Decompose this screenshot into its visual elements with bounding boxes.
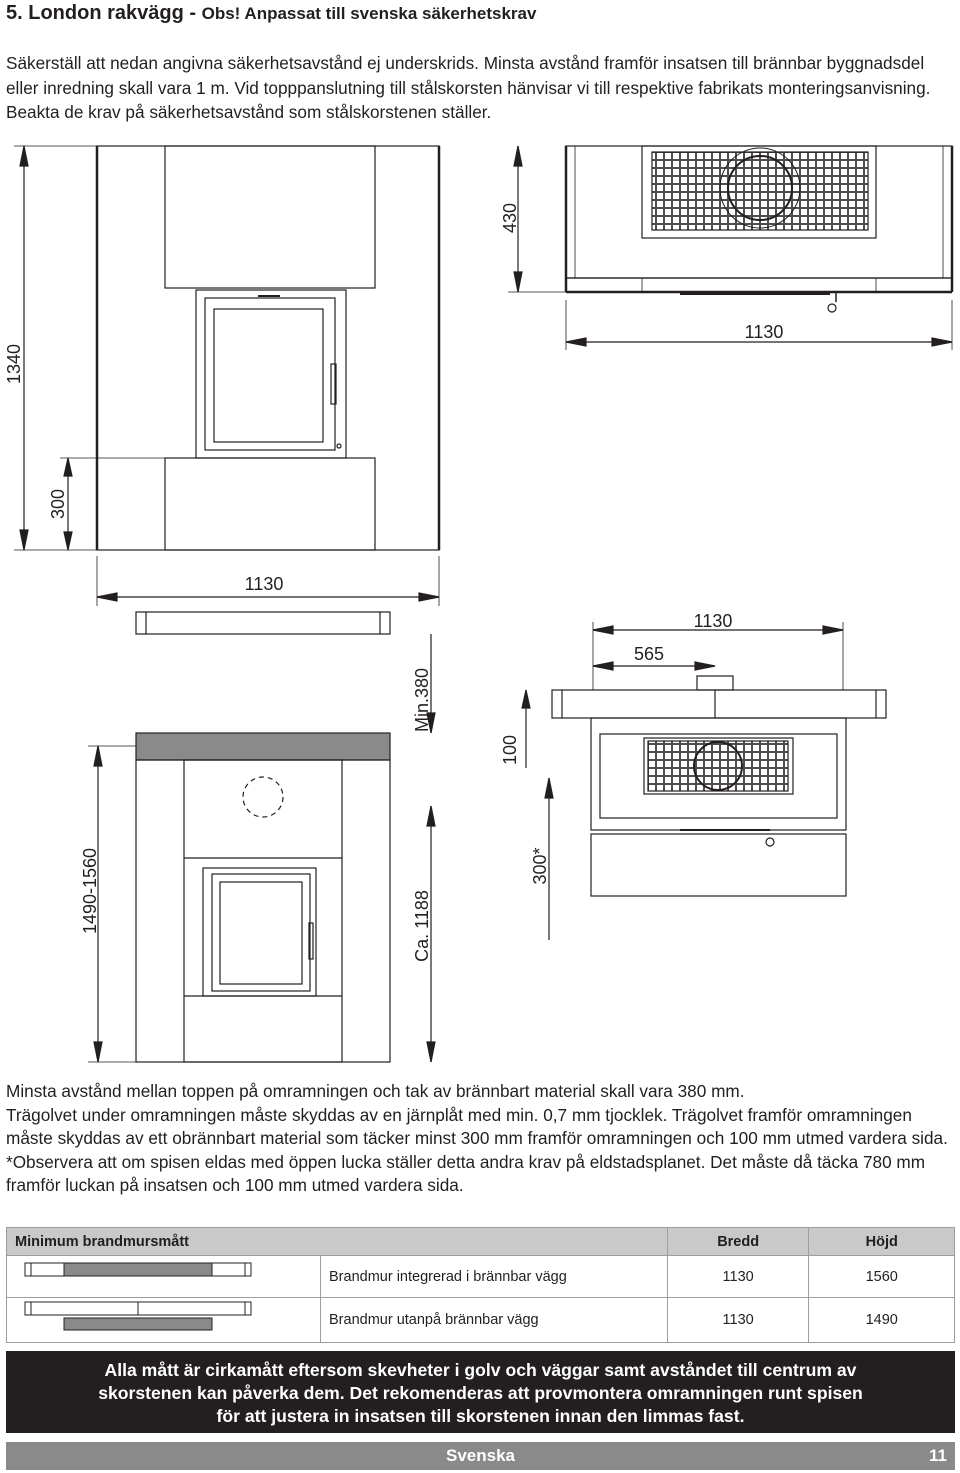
table-header-title: Minimum brandmursmått [7, 1228, 668, 1256]
plan-grille [648, 741, 788, 791]
wall-outside-icon [7, 1298, 321, 1343]
requirement-floor: Trägolvet under omramningen måste skyddas av en järnplåt med min. 0,7 mm tjocklek. Trägolvet framför omramningen måste skyddas av ett obrännbart material som täcker minst 300 mm framför omramningen och 100 mm utmed vardera sida. [6, 1104, 948, 1149]
chimney-collar [697, 676, 733, 690]
dim-front-width-label: 1130 [244, 574, 284, 594]
upper-panel [165, 146, 375, 288]
plan-view [552, 676, 886, 896]
section-subtitle: Obs! Anpassat till svenska säkerhetskrav [201, 4, 537, 23]
side-inner-panel [184, 760, 342, 1062]
section-number: 5. [6, 2, 23, 24]
wall-integrated-icon [7, 1256, 321, 1298]
dim-100 [522, 690, 530, 768]
dim-565-label: 565 [633, 644, 665, 664]
insert-door [205, 298, 335, 450]
dim-300-label: 300 [48, 488, 68, 520]
lower-panel [165, 458, 375, 550]
firewall-table [6, 1227, 955, 1343]
side-surround-outline [136, 760, 390, 1062]
side-insert-door [212, 874, 310, 991]
row-label: Brandmur integrerad i brännbar vägg [321, 1256, 668, 1298]
dim-ca-1188-label: Ca. 1188 [412, 890, 432, 962]
plan-strip [136, 612, 390, 634]
ceiling-plate [136, 733, 390, 760]
row-label: Brandmur utanpå brännbar vägg [321, 1298, 668, 1343]
note-line: Alla mått är cirkamått eftersom skevheter i golv och väggar samt avståndet till centrum av [104, 1360, 857, 1380]
dim-plan-width [593, 622, 843, 690]
intro-text: Säkerställ att nedan angivna säkerhetsavstånd ej underskrids. Minsta avstånd framför insatsen till brännbar byggnadsdel eller inredning skall vara 1 m. Vid topppanslutning till stålskorsten hänvisar vi till respektive fabrikats monteringsanvisning. Beakta de krav på säkerhetsavstånd som stålskorstenen ställer. [6, 53, 931, 122]
requirements-text [6, 1080, 951, 1198]
table-header-width: Bredd [667, 1228, 809, 1256]
footer-language: Svenska [446, 1446, 515, 1465]
dim-min-380-label: Min.380 [412, 667, 432, 733]
dim-plan-width-label: 1130 [693, 611, 733, 631]
note-line: skorstenen kan påverka dem. Det rekomenderas att provmontera omramningen runt spisen [98, 1383, 863, 1403]
row-width: 1130 [667, 1298, 809, 1343]
approximate-dimensions-note [6, 1351, 955, 1433]
table-header-row [7, 1228, 955, 1256]
page-footer [6, 1442, 955, 1470]
table-header-height: Höjd [809, 1228, 955, 1256]
dim-300-star-label: 300* [530, 847, 550, 885]
front-elevation [97, 146, 439, 550]
dim-1340-label: 1340 [4, 343, 24, 385]
insert-glass [214, 309, 323, 442]
dim-top-width-label: 1130 [744, 322, 784, 342]
dim-1490-1560-label: 1490-1560 [80, 847, 100, 935]
top-view [566, 146, 952, 312]
top-grille [652, 152, 868, 230]
side-elevation [136, 612, 390, 1062]
requirement-ceiling: Minsta avstånd mellan toppen på omramningen och tak av brännbart material skall vara 380 mm. [6, 1081, 745, 1101]
row-width: 1130 [667, 1256, 809, 1298]
top-knob [828, 304, 836, 312]
table-row [7, 1256, 955, 1298]
note-line: för att justera in insatsen till skorstenen innan den limmas fast. [216, 1406, 745, 1426]
row-height: 1490 [809, 1298, 955, 1343]
table-row [7, 1298, 955, 1343]
dim-300 [14, 458, 165, 550]
dim-100-label: 100 [500, 734, 520, 766]
side-insert-glass [220, 882, 302, 984]
chimney-opening [243, 777, 283, 817]
surround-outline [97, 146, 439, 550]
air-knob [337, 444, 341, 448]
row-height: 1560 [809, 1256, 955, 1298]
dim-430-label: 430 [500, 202, 520, 234]
page-number: 11 [929, 1446, 947, 1465]
plan-top-slab [552, 690, 886, 718]
section-title: London rakvägg - [28, 2, 197, 24]
requirement-open-door: *Observera att om spisen eldas med öppen lucka ställer detta andra krav på eldstadsplanet. Det måste då täcka 780 mm framför luckan på insatsen och 100 mm utmed vardera sida. [6, 1151, 926, 1196]
floor-protection [591, 834, 846, 896]
